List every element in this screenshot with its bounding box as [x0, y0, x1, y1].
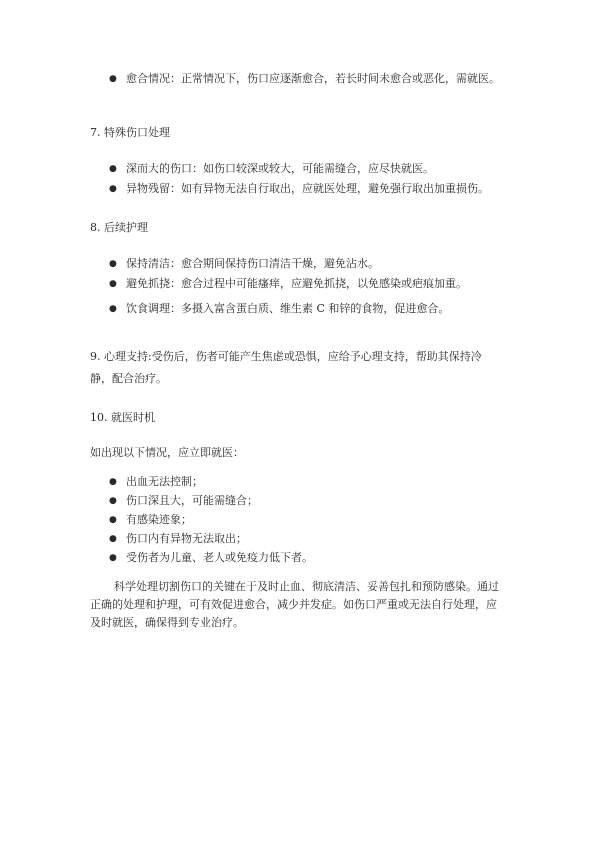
- list-item: ● 伤口内有异物无法取出；: [126, 530, 525, 548]
- bullet-icon: ●: [109, 259, 117, 269]
- bullet-icon: ●: [109, 184, 117, 194]
- section-heading-7: 7. 特殊伤口处理: [90, 126, 170, 139]
- bullet-icon: ●: [109, 477, 117, 487]
- list-item: ● 伤口深且大，可能需缝合；: [126, 492, 525, 510]
- bullet-icon: ●: [109, 304, 117, 314]
- list-item: ● 出血无法控制；: [126, 473, 525, 491]
- section-9-paragraph: 9. 心理支持:受伤后，伤者可能产生焦虑或恐惧，应给予心理支持，帮助其保持冷静，配合治疗。: [90, 350, 482, 385]
- list-item: ● 愈合情况：正常情况下，伤口应逐渐愈合，若长时间未愈合或恶化，需就医。: [126, 70, 525, 88]
- list-item: ● 饮食调理：多摄入富含蛋白质、维生素 C 和锌的食物，促进愈合。: [126, 300, 525, 318]
- list-item: ● 异物残留：如有异物无法自行取出，应就医处理，避免强行取出加重损伤。: [126, 180, 525, 198]
- bullet-icon: ●: [109, 553, 117, 563]
- bullet-icon: ●: [109, 496, 117, 506]
- bullet-icon: ●: [109, 74, 117, 84]
- section-10-intro: 如出现以下情况，应立即就医：: [90, 446, 244, 459]
- bullet-icon: ●: [109, 515, 117, 525]
- list-item: ● 有感染迹象；: [126, 511, 525, 529]
- list-item: ● 避免抓挠：愈合过程中可能瘙痒，应避免抓挠，以免感染或疤痕加重。: [126, 275, 525, 293]
- section-heading-8: 8. 后续护理: [90, 221, 148, 234]
- section-heading-10: 10. 就医时机: [90, 411, 155, 424]
- list-item: ● 保持清洁：愈合期间保持伤口清洁干燥，避免沾水。: [126, 255, 525, 273]
- bullet-icon: ●: [109, 534, 117, 544]
- bullet-icon: ●: [109, 164, 117, 174]
- list-item: ● 深而大的伤口：如伤口较深或较大，可能需缝合，应尽快就医。: [126, 160, 525, 178]
- conclusion-paragraph: 科学处理切割伤口的关键在于及时止血、彻底清洁、妥善包扎和预防感染。通过正确的处理和护理，可有效促进愈合，减少并发症。如伤口严重或无法自行处理，应及时就医，确保得到专业治疗。: [90, 580, 499, 629]
- list-item: ● 受伤者为儿童、老人或免疫力低下者。: [126, 549, 525, 567]
- bullet-icon: ●: [109, 279, 117, 289]
